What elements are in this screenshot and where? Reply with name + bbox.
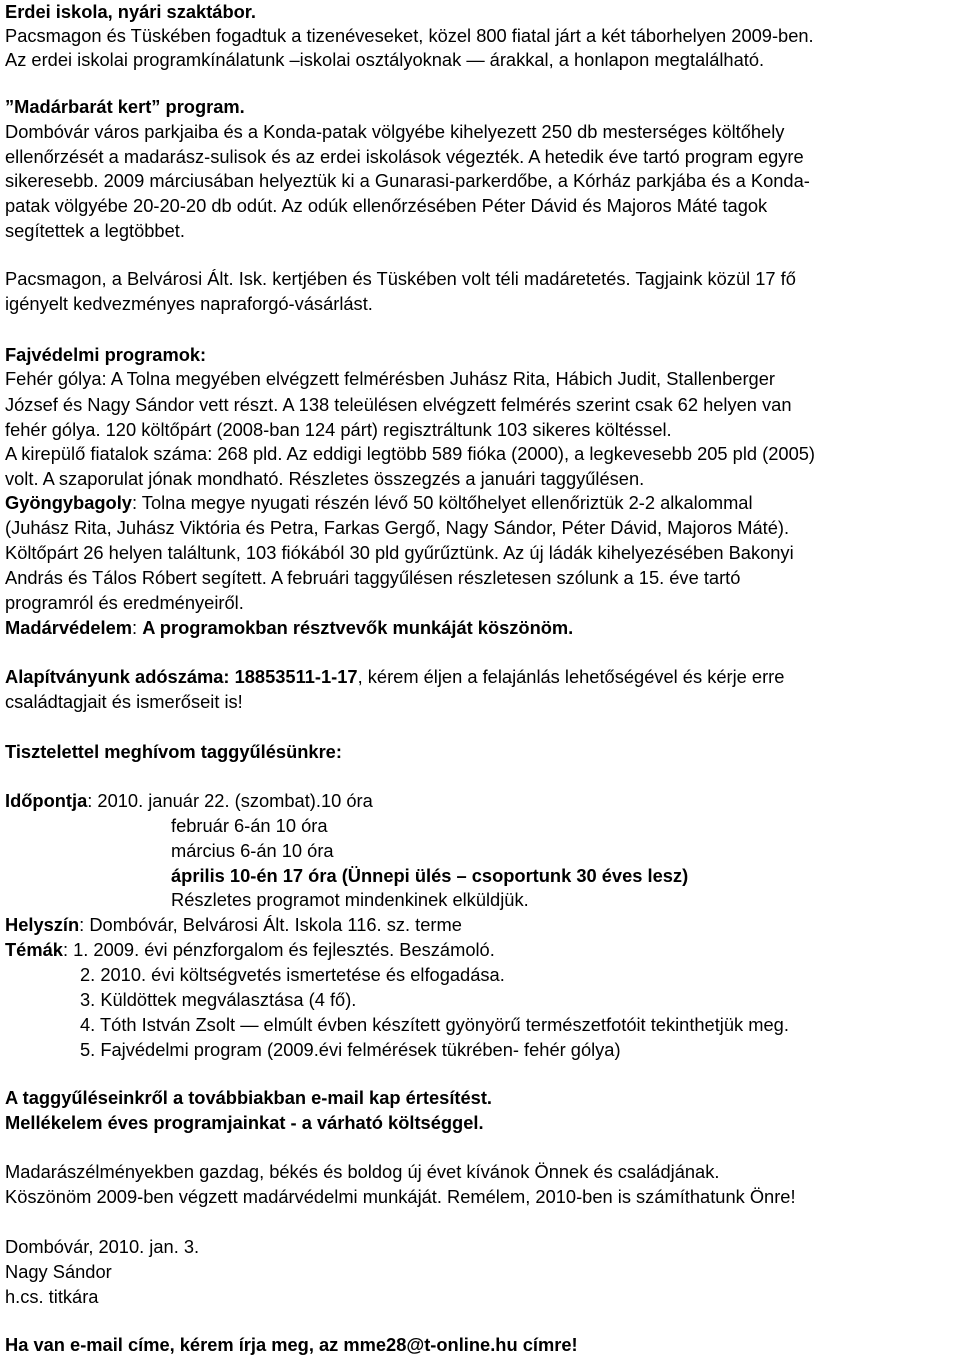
bold-text: Időpontja	[5, 790, 88, 811]
venue-line	[5, 913, 462, 937]
text: : Tolna megye nyugati részén lévő 50 költőhelyet ellenőriztük 2-2 alkalommal	[131, 492, 753, 513]
bold-text: Madárvédelem	[5, 617, 133, 638]
topics-line	[80, 963, 505, 987]
text: 5. Fajvédelmi program (2009.évi felmérések tükrében- fehér gólya)	[80, 1039, 621, 1060]
text: programról és eredményeiről.	[5, 592, 244, 613]
signature-title	[5, 1285, 98, 1309]
bold-text: Ha van e-mail címe, kérem írja meg, az mme28@t-online.hu címre!	[5, 1334, 578, 1355]
text: Madarászélményekben gazdag, békés és boldog új évet kívánok Önnek és családjának.	[5, 1161, 720, 1182]
text: Nagy Sándor	[5, 1261, 112, 1282]
text: Részletes programot mindenkinek elküldjük.	[171, 889, 529, 910]
text: , kérem éljen a felajánlás lehetőségével és kérje erre	[357, 666, 785, 687]
paragraph-line	[5, 516, 789, 540]
text: fehér gólya. 120 költőpárt (2008-ban 124 párt) regisztráltunk 103 sikeres költéssel.	[5, 419, 672, 440]
paragraph-line	[5, 219, 185, 243]
heading-meghivo	[5, 740, 342, 764]
schedule-line	[171, 839, 334, 863]
bold-text: Témák	[5, 939, 63, 960]
topics-line	[5, 938, 495, 962]
paragraph-line	[5, 591, 244, 615]
paragraph-line	[5, 267, 796, 291]
text: családtagjait és ismerőseit is!	[5, 691, 243, 712]
bold-text: Mellékelem éves programjainkat - a várható költséggel.	[5, 1112, 484, 1133]
schedule-line	[171, 888, 529, 912]
paragraph-line	[5, 393, 792, 417]
text: volt. A szaporulat jónak mondható. Részletes összegzés a januári taggyűlésen.	[5, 468, 645, 489]
text: Dombóvár város parkjaiba és a Konda-patak völgyébe kihelyezett 250 db mesterséges költőhely	[5, 121, 785, 142]
notice-line	[5, 1086, 492, 1110]
text: 3. Küldöttek megválasztása (4 fő).	[80, 989, 357, 1010]
text: :	[132, 617, 143, 638]
text: : Dombóvár, Belvárosi Ált. Iskola 116. sz. terme	[79, 914, 462, 935]
schedule-line	[5, 789, 373, 813]
paragraph-line	[5, 616, 573, 640]
heading-fajvedelmi	[5, 343, 206, 367]
text: 2. 2010. évi költségvetés ismertetése és elfogadása.	[80, 964, 505, 985]
text: : 2010. január 22. (szombat).10 óra	[87, 790, 373, 811]
paragraph-line	[5, 665, 784, 689]
text: igényelt kedvezményes napraforgó-vásárlást.	[5, 293, 373, 314]
paragraph-line	[5, 467, 644, 491]
text: András és Tálos Róbert segített. A februári taggyűlésen részletesen szólunk a 15. éve tartó	[5, 567, 741, 588]
text: Pacsmagon és Tüskében fogadtuk a tizenéveseket, közel 800 fiatal járt a két táborhelyen 2009-ben.	[5, 25, 814, 46]
bold-text: Helyszín	[5, 914, 80, 935]
paragraph-line	[5, 292, 373, 316]
paragraph-line	[5, 491, 753, 515]
paragraph-line	[5, 48, 764, 72]
text: Pacsmagon, a Belvárosi Ált. Isk. kertjében és Tüskében volt téli madáretetés. Tagjaink közül 17 fő	[5, 268, 796, 289]
paragraph-line	[5, 541, 794, 565]
paragraph-line	[5, 120, 784, 144]
paragraph-line	[5, 367, 775, 391]
text: ellenőrzését a madarász-sulisok és az erdei iskolások végezték. A hetedik éve tartó program egyre	[5, 146, 804, 167]
text: Fehér gólya: A Tolna megyében elvégzett felmérésben Juhász Rita, Hábich Judit, Stallenberger	[5, 368, 775, 389]
paragraph-line	[5, 442, 815, 466]
paragraph-line	[5, 566, 740, 590]
signature-name	[5, 1260, 112, 1284]
schedule-line	[171, 864, 688, 888]
bold-text: Tisztelettel meghívom taggyűlésünkre:	[5, 741, 342, 762]
topics-line	[80, 988, 356, 1012]
greeting-line	[5, 1160, 719, 1184]
topics-line	[80, 1013, 789, 1037]
text: Köszönöm 2009-ben végzett madárvédelmi munkáját. Remélem, 2010-ben is számíthatunk Önre!	[5, 1186, 796, 1207]
notice-line	[5, 1111, 484, 1135]
text: (Juhász Rita, Juhász Viktória és Petra, Farkas Gergő, Nagy Sándor, Péter Dávid, Majoros Máté).	[5, 517, 790, 538]
paragraph-line	[5, 418, 672, 442]
text: h.cs. titkára	[5, 1286, 99, 1307]
bold-text: ”Madárbarát kert” program.	[5, 96, 245, 117]
bold-text: április 10-én 17 óra (Ünnepi ülés – csoportunk 30 éves lesz)	[171, 865, 689, 886]
text: március 6-án 10 óra	[171, 840, 334, 861]
signature-date	[5, 1235, 199, 1259]
email-request	[5, 1333, 578, 1357]
bold-text: A taggyűléseinkről a továbbiakban e-mail kap értesítést.	[5, 1087, 492, 1108]
paragraph-line	[5, 690, 243, 714]
paragraph-line	[5, 169, 810, 193]
bold-text: Fajvédelmi programok:	[5, 344, 207, 365]
paragraph-line	[5, 24, 814, 48]
bold-text: A programokban résztvevők munkáját köszönöm.	[142, 617, 574, 638]
paragraph-line	[5, 194, 767, 218]
text: Dombóvár, 2010. jan. 3.	[5, 1236, 200, 1257]
bold-text: Alapítványunk adószáma: 18853511-1-17	[5, 666, 358, 687]
text: sikeresebb. 2009 márciusában helyeztük ki a Gunarasi-parkerdőbe, a Kórház parkjába és a Konda-	[5, 170, 810, 191]
bold-text: Erdei iskola, nyári szaktábor.	[5, 1, 256, 22]
heading-erdei-iskola	[5, 0, 256, 24]
bold-text: Gyöngybagoly	[5, 492, 132, 513]
text: február 6-án 10 óra	[171, 815, 328, 836]
text: Az erdei iskolai programkínálatunk –iskolai osztályoknak — árakkal, a honlapon megtalálható.	[5, 49, 765, 70]
text: segítettek a legtöbbet.	[5, 220, 185, 241]
schedule-line	[171, 814, 328, 838]
text: 4. Tóth István Zsolt — elmúlt évben készített gyönyörű természetfotóit tekinthetjük meg.	[80, 1014, 789, 1035]
topics-line	[80, 1038, 621, 1062]
text: A kirepülő fiatalok száma: 268 pld. Az eddigi legtöbb 589 fióka (2000), a legkevesebb 205 pld (2005)	[5, 443, 815, 464]
greeting-line	[5, 1185, 796, 1209]
text: Költőpárt 26 helyen találtunk, 103 fiókából 30 pld gyűrűztünk. Az új ládák kihelyezésében Bakonyi	[5, 542, 794, 563]
text: patak völgyébe 20-20-20 db odút. Az odúk ellenőrzésében Péter Dávid és Majoros Máté tagok	[5, 195, 768, 216]
text: : 1. 2009. évi pénzforgalom és fejlesztés. Beszámoló.	[62, 939, 495, 960]
text: József és Nagy Sándor vett részt. A 138 teleülésen elvégzett felmérés szerint csak 62 helyen van	[5, 394, 792, 415]
paragraph-line	[5, 145, 804, 169]
heading-madarbarat-kert	[5, 95, 245, 119]
